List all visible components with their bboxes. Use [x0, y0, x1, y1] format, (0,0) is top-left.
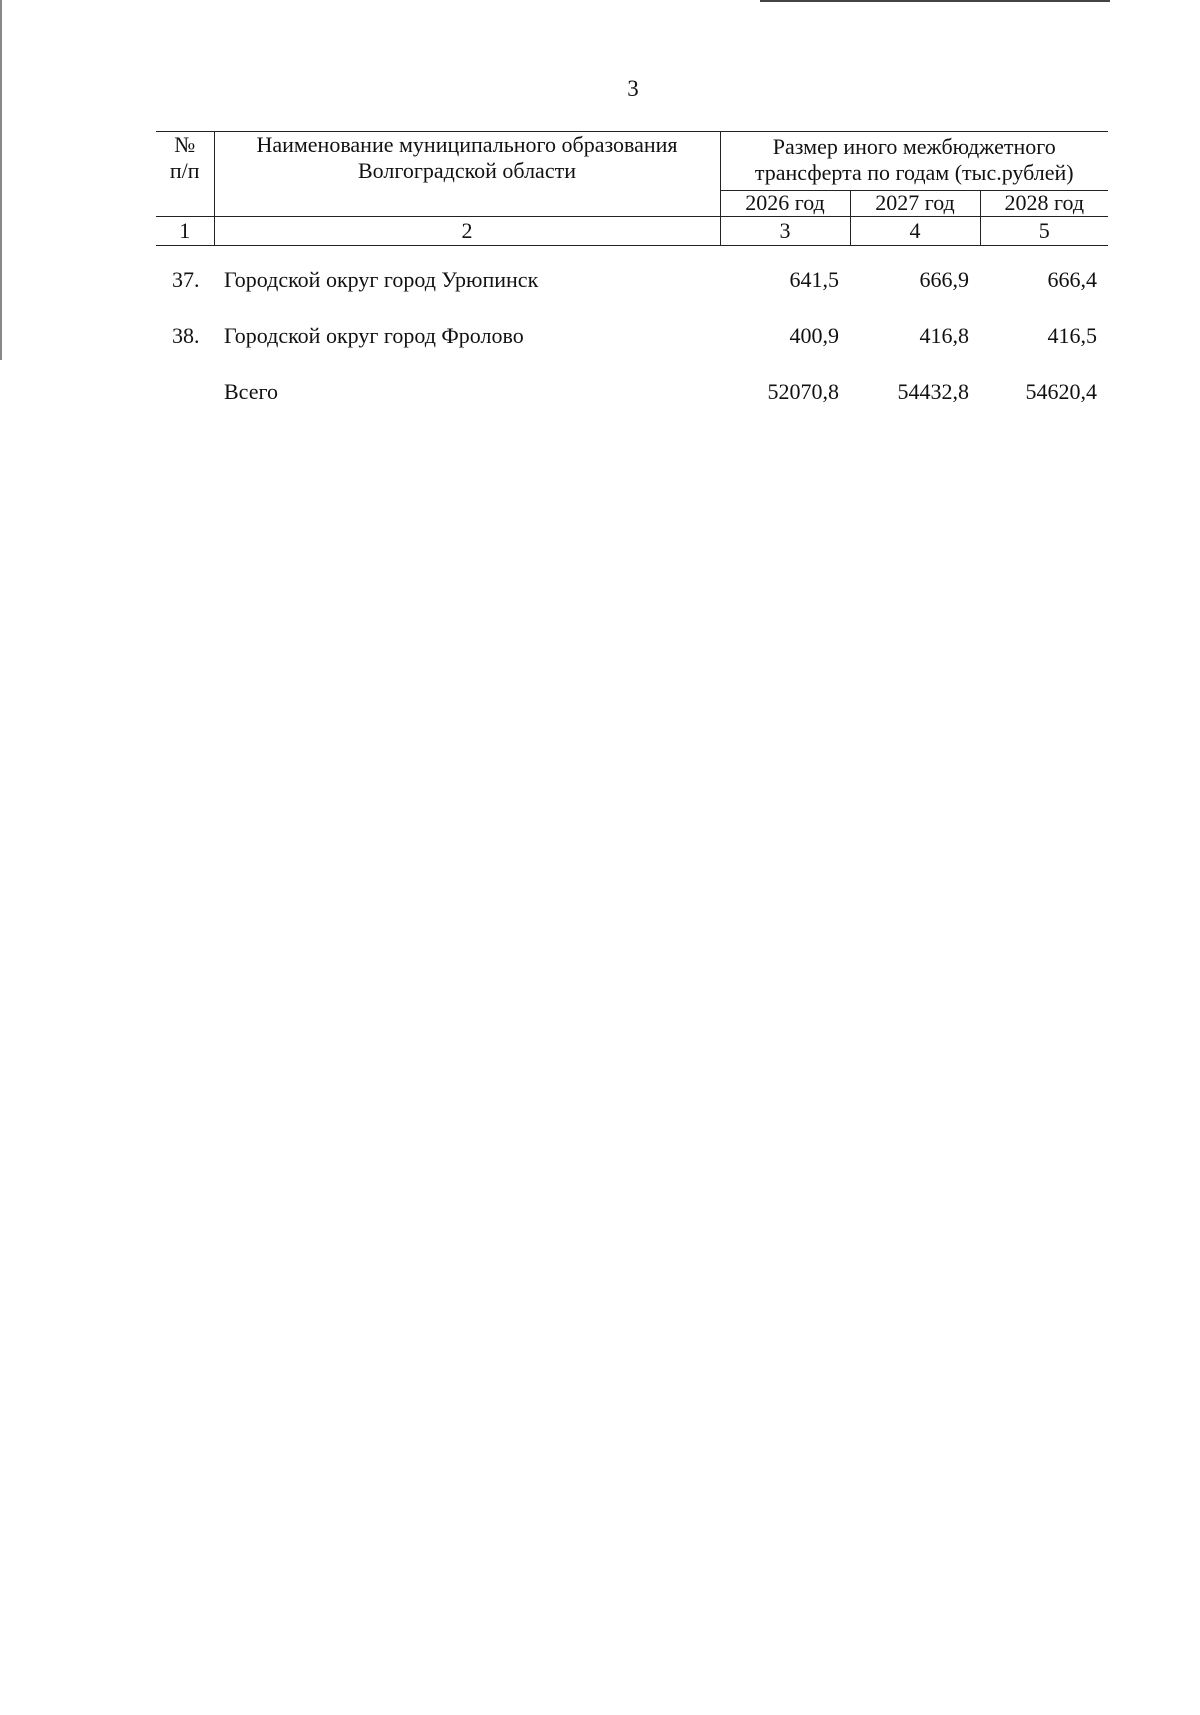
scan-artifact-left-edge — [0, 0, 2, 360]
total-value-2028: 54620,4 — [1025, 379, 1098, 404]
table-total-row — [156, 364, 1108, 420]
row-number: 38. — [172, 323, 200, 348]
total-row-number — [156, 364, 214, 420]
transfer-table-container — [156, 131, 1108, 420]
header-name-label-1: Наименование муниципального образования — [256, 132, 678, 157]
header-year-2027: 2027 год — [850, 191, 980, 217]
row-value-2027: 416,8 — [919, 323, 969, 348]
header-row-column-numbers — [156, 217, 1108, 246]
column-number-1: 1 — [156, 217, 214, 246]
row-value-2026: 400,9 — [789, 323, 839, 348]
header-row-main — [156, 132, 1108, 191]
header-number-label-1: № — [174, 132, 196, 157]
scan-artifact-top-line — [760, 0, 1110, 2]
column-number-4: 4 — [850, 217, 980, 246]
header-name-cell — [214, 132, 720, 217]
header-transfer-label-2: трансферта по годам (тыс.рублей) — [754, 160, 1074, 185]
header-number-cell — [156, 132, 214, 217]
header-year-2026: 2026 год — [720, 191, 850, 217]
row-municipality-name: Городской округ город Фролово — [224, 323, 524, 348]
header-year-2028: 2028 год — [1004, 190, 1085, 215]
row-value-2026: 641,5 — [789, 267, 839, 292]
table-header — [156, 132, 1108, 246]
transfer-table — [156, 131, 1108, 420]
table-row — [156, 308, 1108, 364]
header-transfer-label-1: Размер иного межбюджетного — [772, 134, 1056, 159]
total-label: Всего — [224, 379, 278, 404]
column-number-2: 2 — [214, 217, 720, 246]
row-value-2027: 666,9 — [919, 267, 969, 292]
row-value-2028: 666,4 — [1047, 267, 1098, 292]
row-value-2028: 416,5 — [1047, 323, 1098, 348]
column-number-5: 5 — [980, 217, 1108, 246]
page-number: 3 — [627, 76, 639, 101]
header-number-label-2: п/п — [169, 158, 200, 183]
total-value-2027: 54432,8 — [897, 379, 969, 404]
row-number: 37. — [172, 267, 200, 292]
table-body — [156, 246, 1108, 421]
column-number-3: 3 — [720, 217, 850, 246]
header-transfer-group-cell — [720, 132, 1108, 191]
header-name-label-2: Волгоградской области — [358, 158, 576, 183]
table-row — [156, 246, 1108, 309]
total-value-2026: 52070,8 — [767, 379, 839, 404]
row-municipality-name: Городской округ город Урюпинск — [224, 267, 539, 292]
